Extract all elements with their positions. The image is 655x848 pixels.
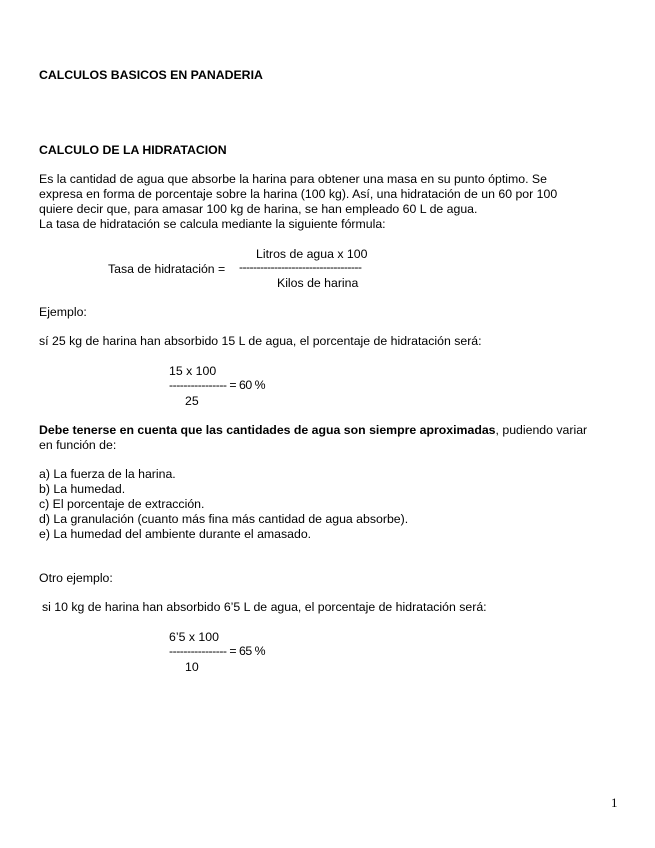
formula-denominator: Kilos de harina	[277, 276, 359, 290]
second-example-statement: si 10 kg de harina han absorbido 6’5 L de agua, el porcentaje de hidratación será:	[42, 600, 487, 614]
example-statement: sí 25 kg de harina han absorbido 15 L de agua, el porcentaje de hidratación será:	[39, 334, 482, 348]
note-line	[39, 423, 587, 438]
list-item: b) La humedad.	[39, 482, 126, 496]
list-item: e) La humedad del ambiente durante el amasado.	[39, 527, 312, 541]
note-bold: Debe tenerse en cuenta que las cantidades de agua son siempre aproximadas	[39, 423, 496, 437]
example-divider-result: ---------------- = 60 %	[169, 378, 266, 392]
second-example-heading: Otro ejemplo:	[39, 571, 113, 585]
intro-line: La tasa de hidratación se calcula mediante la siguiente fórmula:	[39, 217, 386, 231]
intro-line: Es la cantidad de agua que absorbe la harina para obtener una masa en su punto óptimo. Se	[39, 172, 547, 186]
page-number: 1	[611, 795, 618, 810]
formula-numerator: Litros de agua x 100	[256, 247, 368, 261]
second-example-numerator: 6’5 x 100	[169, 630, 219, 644]
list-item: d) La granulación (cuanto más fina más cantidad de agua absorbe).	[39, 512, 409, 526]
document-title: CALCULOS BASICOS EN PANADERIA	[39, 68, 263, 82]
second-example-denominator: 10	[185, 660, 199, 674]
example-numerator: 15 x 100	[169, 364, 217, 378]
list-item: c) El porcentaje de extracción.	[39, 497, 205, 511]
note-line-2: en función de:	[39, 438, 117, 452]
formula-divider: -----------------------------------	[239, 260, 362, 274]
list-item: a) La fuerza de la harina.	[39, 467, 176, 481]
formula-label: Tasa de hidratación =	[108, 262, 226, 276]
section-title: CALCULO DE LA HIDRATACION	[39, 143, 227, 157]
intro-line: expresa en forma de porcentaje sobre la harina (100 kg). Así, una hidratación de un 60 por 100	[39, 187, 558, 201]
example-heading: Ejemplo:	[39, 305, 87, 319]
intro-line: quiere decir que, para amasar 100 kg de harina, se han empleado 60 L de agua.	[39, 202, 478, 216]
second-example-divider-result: ---------------- = 65 %	[169, 644, 266, 658]
example-denominator: 25	[185, 394, 199, 408]
note-rest: , pudiendo variar	[495, 423, 588, 437]
